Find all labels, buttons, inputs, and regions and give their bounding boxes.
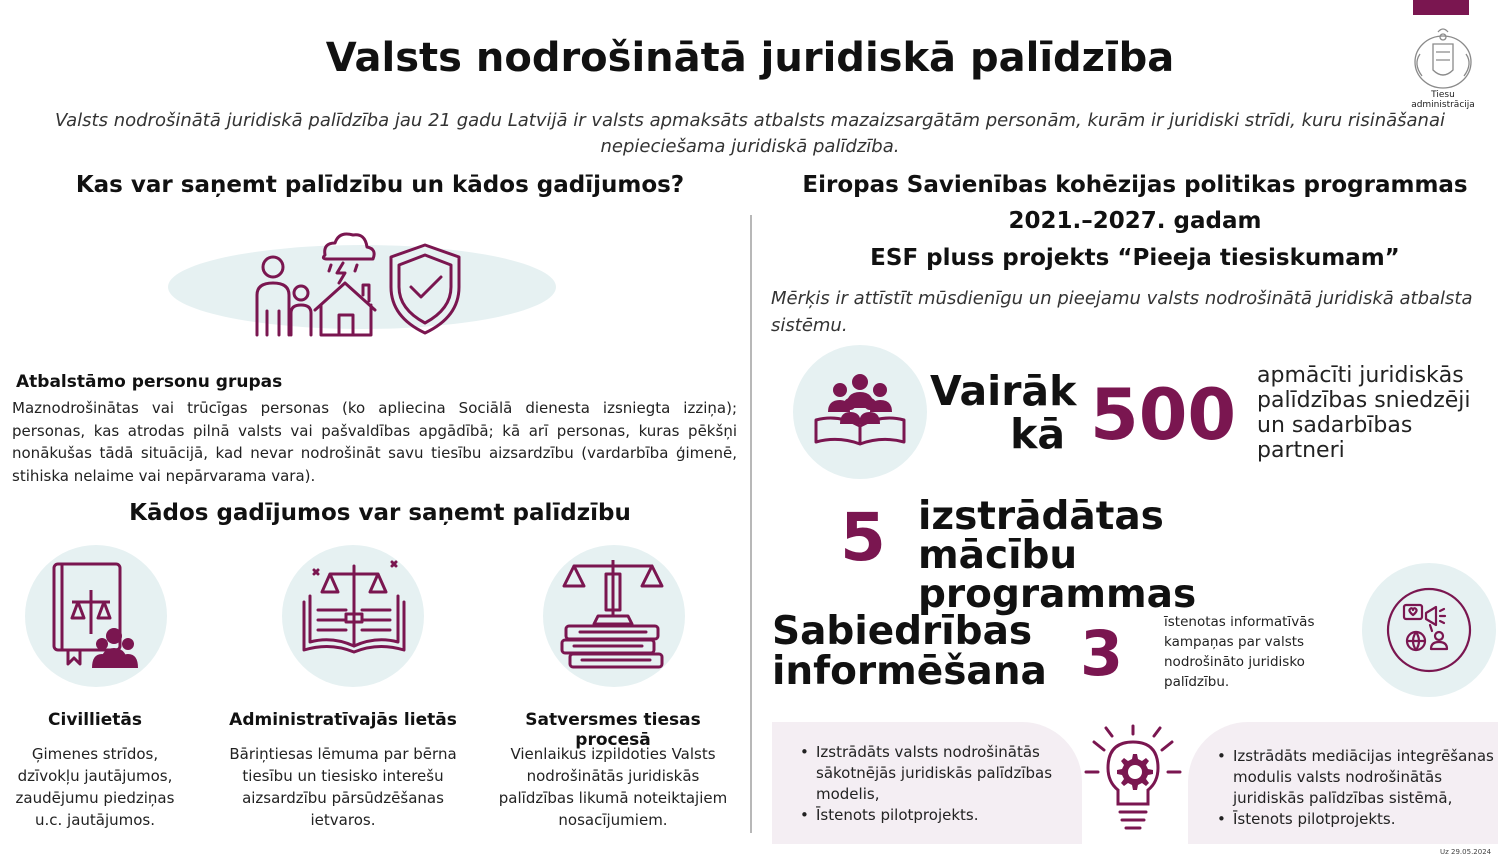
- footer-date: Uz 29.05.2024: [1440, 848, 1492, 856]
- stat3-number: 3: [1080, 617, 1124, 690]
- group-title: Atbalstāmo personu grupas: [16, 372, 283, 392]
- right-heading-line2: 2021.–2027. gadam: [1008, 208, 1262, 234]
- books-scales-icon: [560, 560, 666, 672]
- bullets-right: [1213, 746, 1495, 830]
- right-heading-line1: Eiropas Savienības kohēzijas politikas programmas: [802, 172, 1468, 198]
- column-divider: [750, 215, 752, 833]
- case-text-civil: Ģimenes strīdos, dzīvokļu jautājumos, zaudējumu piedziņas u.c. jautājumos.: [15, 745, 175, 829]
- case-title-constitutional: Satversmes tiesas procesā: [525, 710, 701, 750]
- stat1-number: 500: [1090, 374, 1237, 456]
- project-name: ESF pluss projekts “Pieeja tiesiskumam”: [870, 245, 1400, 271]
- stat3-text: īstenotas informatīvās kampaņas par valsts nodrošināto juridisko palīdzību.: [1164, 614, 1315, 690]
- top-accent-bar: [1413, 0, 1469, 15]
- stat2-number: 5: [840, 499, 886, 576]
- bullet-item: • Izstrādāts mediācijas integrēšanas modulis valsts nodrošinātās juridiskās palīdzības sistēmā,: [1213, 746, 1495, 809]
- logo: [1398, 24, 1488, 110]
- stat1-prefix: Vairāk kā: [930, 367, 1077, 458]
- left-heading: Kas var saņemt palīdzību un kādos gadījumos?: [75, 172, 685, 198]
- stat3-label: Sabiedrības informēšana: [772, 609, 1047, 694]
- law-book-people-icon: [48, 560, 144, 672]
- bullets-left: [796, 742, 1056, 826]
- people-book-icon: [812, 372, 908, 448]
- page-title: Valsts nodrošinātā juridiskā palīdzība: [325, 35, 1175, 81]
- campaign-megaphone-icon: [1384, 585, 1474, 675]
- logo-caption: Tiesu administrācija: [1411, 90, 1475, 110]
- family-house-shield-icon: [245, 225, 475, 345]
- case-title-admin: Administratīvajās lietās: [229, 710, 457, 730]
- case-text-constitutional: Vienlaikus izpildoties Valsts nodrošinātās juridiskās palīdzības likumā noteiktajiem nosacījumiem.: [498, 745, 728, 829]
- stat2-text: izstrādātas mācību programmas: [918, 494, 1197, 617]
- page-subtitle: Valsts nodrošinātā juridiskā palīdzība jau 21 gadu Latvijā ir valsts apmaksāts atbalsts mazaizsargātām personām, kurām ir juridiski strīdi, kuru risināšanai nepieciešama juridiskā palīdzība.: [54, 110, 1446, 157]
- bullet-item: • Izstrādāts valsts nodrošinātās sākotnējās juridiskās palīdzības modelis,: [796, 742, 1056, 805]
- case-title-civil: Civillietās: [48, 710, 142, 730]
- bullet-item: • Īstenots pilotprojekts.: [1213, 809, 1495, 830]
- group-text: Maznodrošinātas vai trūcīgas personas (ko apliecina Sociālā dienesta izsniegta izziņa); personas, kas atrodas pilnā valsts vai pašvaldības apgādībā; kā arī personas, kuras pēkšņi nonākušas tādā situācijā, kad nevar nodrošināt savu tiesību aizsardzību (vardarbība ģimenē, stihiska nelaime vai nepārvarama vara).: [12, 399, 737, 485]
- open-book-scales-icon: [296, 558, 412, 658]
- stat1-text: apmācīti juridiskās palīdzības sniedzēji un sadarbības partneri: [1257, 363, 1471, 463]
- cases-heading: Kādos gadījumos var saņemt palīdzību: [129, 500, 631, 526]
- project-goal: Mērķis ir attīstīt mūsdienīgu un pieejamu valsts nodrošinātā juridiskā atbalsta sistēmu.: [771, 288, 1473, 336]
- lightbulb-gear-icon: [1078, 724, 1188, 836]
- coat-of-arms-icon: [1398, 24, 1488, 94]
- bullet-item: • Īstenots pilotprojekts.: [796, 805, 1056, 826]
- case-text-admin: Bāriņtiesas lēmuma par bērna tiesību un tiesisko interešu aizsardzību pārsūdzēšanas ietvaros.: [229, 745, 457, 829]
